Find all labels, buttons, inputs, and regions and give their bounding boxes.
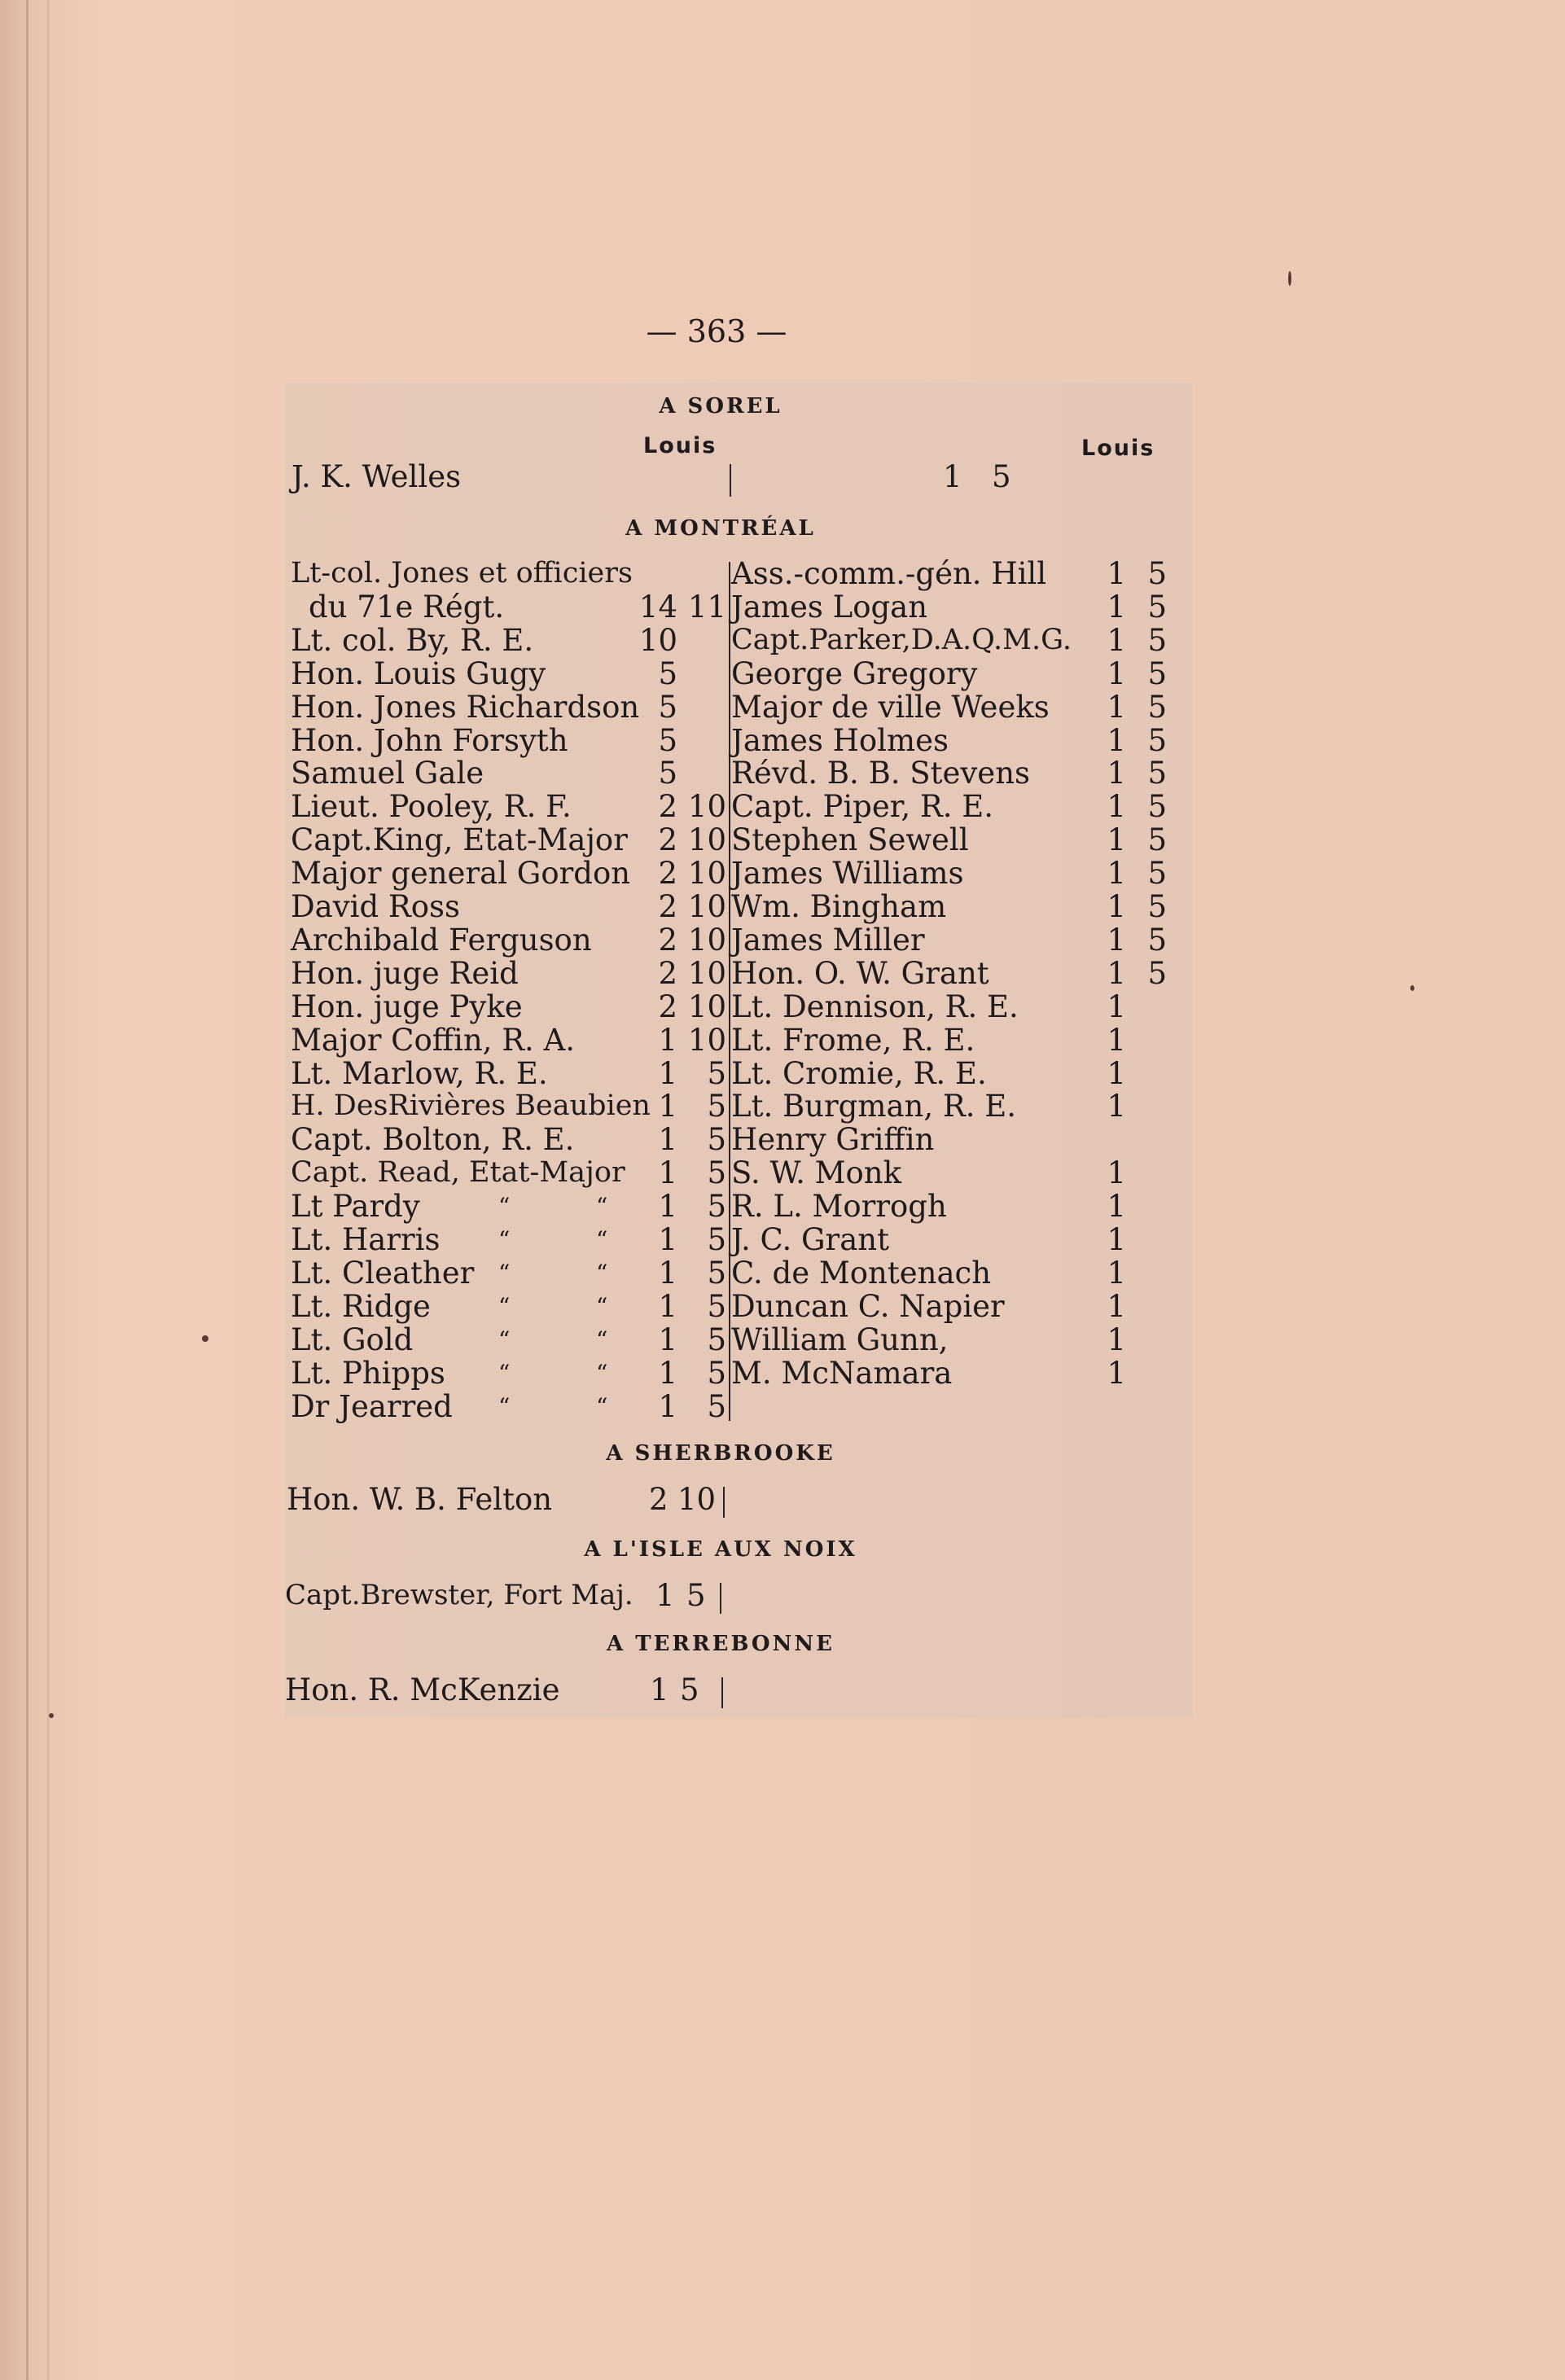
entry-name: Lt. Harris [291,1222,441,1257]
entry-row [287,1483,743,1516]
entry-name: Capt. Piper, R. E. [731,789,994,825]
entry-name: Henry Griffin [731,1122,935,1158]
entry-row [285,1673,741,1707]
entry-row [291,756,726,790]
entry-value-1: 1 [658,1288,677,1324]
entry-name: Lt. Cleather [291,1255,475,1291]
entry-value-2: 5 [707,1355,726,1391]
entry-value-2: 5 [1147,622,1167,658]
entry-name: Ass.-comm.-gén. Hill [731,556,1047,591]
entry-value-2: 5 [1147,822,1167,858]
entry-row [731,1323,1167,1357]
entry-value-1: 1 [1107,556,1126,591]
entry-value-1: 1 [1107,622,1126,658]
entry-name: du 71e Régt. [309,589,505,625]
entry-value-1: 1 [1107,922,1126,958]
entry-name: James Williams [731,856,964,892]
entry-value-1: 1 [658,1122,677,1158]
ditto-mark: “ [498,1326,511,1353]
ditto-mark: “ [596,1292,608,1320]
entry-value-1: 1 [1107,1155,1126,1191]
entry-name: Hon. W. B. Felton [287,1482,553,1517]
ditto-mark: “ [498,1259,511,1286]
entry-value-2: 11 [687,589,726,625]
entry-row [291,857,726,890]
entry-value-2: 10 [687,789,726,825]
entry-value-2: 5 [992,459,1011,494]
entry-value-1: 1 [655,1578,675,1613]
entry-row [291,657,726,690]
entry-row [731,1023,1167,1057]
ditto-mark: “ [596,1326,608,1353]
entry-row [291,1390,726,1423]
entry-row [291,690,726,724]
entry-value-1: 14 [638,589,677,625]
entry-row [291,1290,726,1323]
entry-row [291,1223,726,1256]
ditto-mark: “ [498,1392,511,1420]
entry-value-1: 5 [658,722,677,758]
entry-value-1: 1 [658,1355,677,1391]
entry-name: Lt-col. Jones et officiers [291,557,633,590]
entry-row [731,724,1167,757]
entry-name: J. K. Welles [292,459,462,494]
entry-row [731,923,1167,957]
entry-value-1: 2 [658,822,677,858]
section-heading-terrebonne: A TERREBONNE [607,1632,835,1656]
entry-name: James Holmes [731,722,949,758]
entry-value-2: 10 [687,1022,726,1058]
entry-value-1: 1 [650,1672,669,1707]
paper-spot [202,1335,208,1342]
entry-value-1: 1 [658,1388,677,1424]
entry-value-1: 1 [1107,655,1126,691]
entry-value-1: 1 [658,1022,677,1058]
entry-value-2: 5 [1147,922,1167,958]
entry-row [731,624,1167,657]
entry-value-2: 5 [1147,955,1167,991]
entry-name: Capt.Brewster, Fort Maj. [285,1579,633,1611]
ditto-mark: “ [498,1359,511,1387]
entry-value-2: 5 [1147,556,1167,591]
entry-value-1: 1 [1107,955,1126,991]
entry-row [291,1156,726,1190]
entry-value-1: 1 [1107,988,1126,1024]
entry-value-1: 2 [658,955,677,991]
entry-value-2: 5 [707,1255,726,1291]
entry-name: Capt. Read, Etat-Major [291,1156,625,1190]
column-divider [720,1583,721,1614]
entry-name: James Logan [731,589,928,625]
entry-value-1: 5 [658,689,677,725]
entry-value-1: 5 [658,655,677,691]
entry-value-1: 1 [1107,1022,1126,1058]
entry-value-2: 5 [707,1155,726,1191]
entry-row [291,990,726,1023]
entry-name: Lt. Marlow, R. E. [291,1055,548,1091]
entry-value-1: 2 [658,922,677,958]
entry-row [291,890,726,923]
entry-value-2: 10 [677,1482,717,1517]
column-divider [729,562,730,1421]
entry-name: Lt. Cromie, R. E. [731,1055,987,1091]
entry-value-2: 5 [1147,655,1167,691]
entry-row [291,1057,726,1090]
entry-row [291,923,726,957]
entry-value-1: 1 [658,1189,677,1225]
entry-name: Capt.King, Etat-Major [291,822,628,858]
entry-value-1: 1 [658,1055,677,1091]
entry-row [731,1123,1167,1156]
entry-row [291,590,726,624]
entry-value-1: 10 [638,622,677,658]
entry-name: Duncan C. Napier [731,1288,1005,1324]
entry-value-2: 5 [1147,889,1167,924]
entry-value-2: 5 [1147,722,1167,758]
entry-row [731,1357,1167,1390]
entry-name: Lt. Phipps [291,1355,445,1391]
entry-value-1: 1 [1107,1055,1126,1091]
entry-row [292,459,1011,494]
entry-name: Lt. Burgman, R. E. [731,1089,1017,1124]
ditto-mark: “ [596,1226,608,1253]
entry-row [291,724,726,757]
entry-name: Lt. Dennison, R. E. [731,988,1019,1024]
entry-value-1: 1 [1107,756,1126,791]
paper-spot [49,1713,54,1718]
entry-name: Hon. Jones Richardson [291,689,640,725]
entry-row [291,1089,726,1123]
entry-value-2: 10 [687,922,726,958]
ditto-mark: “ [498,1226,511,1253]
entry-value-2: 10 [687,889,726,924]
entry-name: David Ross [291,889,461,924]
entry-value-1: 2 [658,988,677,1024]
entry-value-2: 10 [687,856,726,892]
entry-row [285,1579,741,1612]
entry-value-1: 1 [1107,856,1126,892]
entry-name: Stephen Sewell [731,822,969,858]
entry-value-2: 5 [707,1321,726,1357]
entry-value-2: 10 [687,822,726,858]
entry-value-1: 1 [1107,1288,1126,1324]
entry-name: Wm. Bingham [731,889,947,924]
entry-name: Lieut. Pooley, R. F. [291,789,572,825]
ditto-mark: “ [596,1259,608,1286]
entry-value-1: 2 [658,789,677,825]
entry-value-1: 1 [1107,1089,1126,1124]
entry-value-2: 5 [1147,756,1167,791]
entry-value-2: 5 [707,1288,726,1324]
entry-row [731,857,1167,890]
entry-name: Révd. B. B. Stevens [731,756,1031,791]
section-heading-montreal: A MONTRÉAL [625,516,816,541]
entry-value-1: 1 [1107,1222,1126,1257]
entry-row [291,1190,726,1223]
entry-value-1: 1 [1107,589,1126,625]
entry-value-2: 10 [687,988,726,1024]
page-binding-edge-inner [47,0,49,2380]
entry-value-2: 5 [1147,789,1167,825]
ditto-mark: “ [596,1359,608,1387]
entry-name: Archibald Ferguson [291,922,592,958]
entry-value-1: 1 [1107,689,1126,725]
entry-value-2: 5 [707,1222,726,1257]
entry-row [731,756,1167,790]
entry-name: Capt. Bolton, R. E. [291,1122,575,1158]
entry-row [731,1223,1167,1256]
entry-value-2: 5 [680,1672,699,1707]
entry-row [291,1023,726,1057]
section-heading-sorel: A SOREL [659,394,782,419]
entry-name: H. DesRivières Beaubien [291,1089,651,1123]
section-heading-isle-aux-noix: A L'ISLE AUX NOIX [584,1537,857,1562]
entry-value-1: 1 [1107,722,1126,758]
entry-name: Hon. John Forsyth [291,722,568,758]
entry-name: Lt. Frome, R. E. [731,1022,975,1058]
entry-row [731,1256,1167,1290]
entry-value-1: 1 [658,1089,677,1124]
entry-value-1: 1 [658,1321,677,1357]
entry-value-2: 5 [707,1189,726,1225]
entry-name: Dr Jearred [291,1388,453,1424]
entry-name: Hon. juge Reid [291,955,519,991]
entry-name: Hon. O. W. Grant [731,955,989,991]
ditto-mark: “ [596,1193,608,1221]
entry-value-2: 5 [686,1578,706,1613]
ditto-mark: “ [596,1392,608,1420]
entry-row [291,957,726,990]
entry-row [731,790,1167,823]
entry-value-1: 1 [1107,1355,1126,1391]
entry-value-2: 5 [1147,689,1167,725]
entry-name: C. de Montenach [731,1255,992,1291]
column-divider [721,1677,723,1708]
entry-value-1: 1 [658,1155,677,1191]
entry-name: Major de ville Weeks [731,689,1050,725]
entry-value-1: 1 [658,1222,677,1257]
ditto-mark: “ [498,1193,511,1221]
entry-name: Lt. Ridge [291,1288,431,1324]
entry-value-1: 5 [658,756,677,791]
entry-row [731,1057,1167,1090]
entry-value-1: 1 [1107,1255,1126,1291]
entry-value-2: 5 [707,1089,726,1124]
entry-value-1: 1 [1107,789,1126,825]
entry-row [291,1357,726,1390]
entry-row [731,957,1167,990]
entry-name: Capt.Parker,D.A.Q.M.G. [731,623,1072,656]
entry-row [731,890,1167,923]
entry-row [291,1123,726,1156]
page-binding-edge [26,0,28,2380]
column-divider [730,464,731,497]
entry-name: Hon. R. McKenzie [285,1672,560,1707]
entry-row [731,1156,1167,1190]
entry-value-1: 2 [658,889,677,924]
entry-row [291,1256,726,1290]
entry-row [731,823,1167,857]
ditto-mark: “ [498,1292,511,1320]
entry-row [731,1190,1167,1223]
entry-value-1: 1 [943,459,962,494]
page-number: — 363 — [646,313,787,349]
entry-name: Lt Pardy [291,1189,420,1225]
entry-value-1: 1 [1107,822,1126,858]
entry-name: James Miller [731,922,925,958]
entry-value-1: 2 [649,1482,669,1517]
column-header-left: Louis [643,433,717,458]
entry-value-2: 10 [687,955,726,991]
entry-name: M. McNamara [731,1355,953,1391]
entry-name: George Gregory [731,655,978,691]
section-heading-sherbrooke: A SHERBROOKE [606,1441,835,1466]
entry-row [731,657,1167,690]
entry-name: Lt. Gold [291,1321,414,1357]
entry-name: Hon. juge Pyke [291,988,523,1024]
entry-name: Samuel Gale [291,756,484,791]
entry-value-1: 1 [1107,889,1126,924]
entry-value-2: 5 [707,1055,726,1091]
entry-value-1: 2 [658,856,677,892]
entry-row [731,1089,1167,1123]
entry-row [291,1323,726,1357]
entry-row [731,1290,1167,1323]
entry-value-1: 1 [1107,1189,1126,1225]
entry-name: Major general Gordon [291,856,631,892]
entry-row [291,557,726,590]
entry-row [731,690,1167,724]
entry-value-1: 1 [658,1255,677,1291]
entry-row [731,990,1167,1023]
entry-value-2: 5 [707,1388,726,1424]
entry-value-2: 5 [707,1122,726,1158]
entry-row [731,557,1167,590]
entry-name: S. W. Monk [731,1155,902,1191]
entry-value-2: 5 [1147,856,1167,892]
column-header-right: Louis [1081,436,1155,461]
entry-name: Hon. Louis Gugy [291,655,546,691]
paper-spot [1288,271,1291,286]
entry-row [731,590,1167,624]
entry-name: R. L. Morrogh [731,1189,947,1225]
column-divider [723,1487,725,1518]
entry-name: William Gunn, [731,1321,949,1357]
entry-value-2: 5 [1147,589,1167,625]
entry-value-1: 1 [1107,1321,1126,1357]
entry-row [291,790,726,823]
entry-name: Major Coffin, R. A. [291,1022,576,1058]
entry-name: J. C. Grant [731,1222,889,1257]
paper-spot [1410,985,1414,991]
entry-row [291,823,726,857]
entry-row [291,624,726,657]
entry-name: Lt. col. By, R. E. [291,622,534,658]
